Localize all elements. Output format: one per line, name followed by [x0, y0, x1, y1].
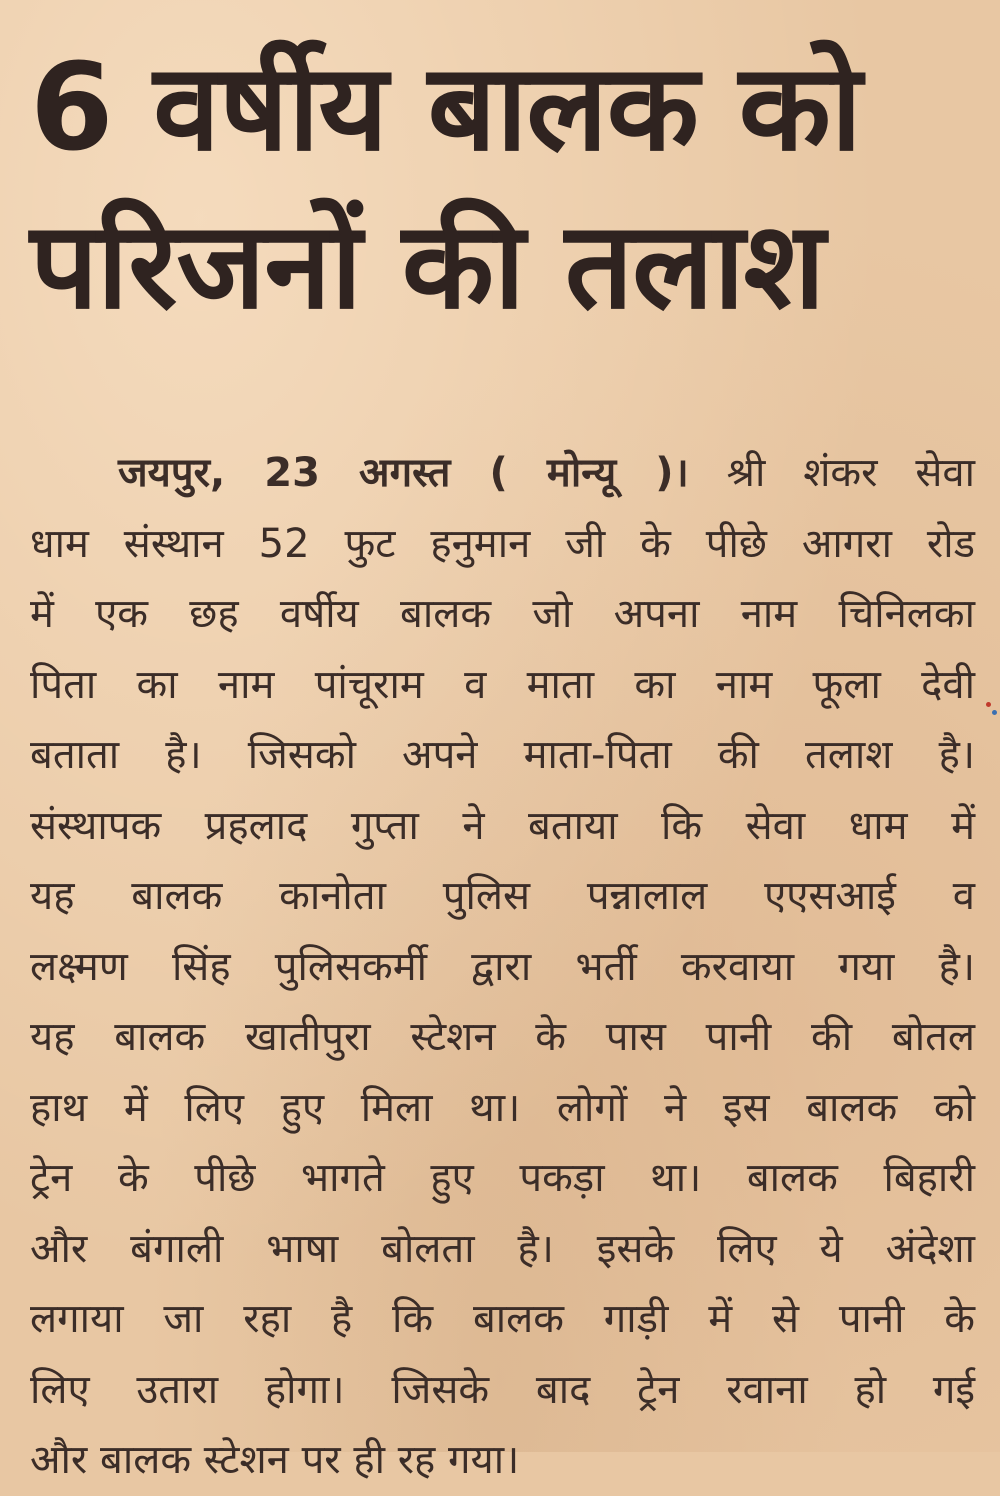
- article-body: [30, 438, 975, 1496]
- article-headline: [30, 30, 975, 346]
- body-line-8: लक्ष्मण सिंह पुलिसकर्मी द्वारा भर्ती करवाया गया है।: [30, 943, 975, 990]
- body-line-13: लगाया जा रहा है कि बालक गाड़ी में से पानी के: [30, 1296, 975, 1342]
- body-line-7: यह बालक कानोता पुलिस पन्नालाल एएसआई व: [30, 873, 975, 919]
- article-dateline: जयपुर, 23 अगस्त ( मोन्यू )।: [118, 450, 689, 496]
- body-line-2: धाम संस्थान 52 फुट हनुमान जी के पीछे आगरा रोड: [30, 520, 975, 567]
- ink-speck-blue: [992, 710, 997, 715]
- body-line-5: बताता है। जिसको अपने माता-पिता की तलाश है।: [30, 732, 975, 778]
- headline-line-1: 6 वर्षीय बालक को: [30, 39, 861, 178]
- body-line-3: में एक छह वर्षीय बालक जो अपना नाम चिनिलका: [30, 591, 975, 637]
- body-line-12: और बंगाली भाषा बोलता है। इसके लिए ये अंदेशा: [30, 1225, 975, 1272]
- ink-speck-red: [986, 702, 991, 707]
- body-line-6: संस्थापक प्रहलाद गुप्ता ने बताया कि सेवा धाम में: [30, 802, 975, 849]
- body-line-15: और बालक स्टेशन पर ही रह गया।: [30, 1437, 520, 1483]
- body-line-9: यह बालक खातीपुरा स्टेशन के पास पानी की बोतल: [30, 1014, 975, 1060]
- headline-line-2: परिजनों की तलाश: [30, 197, 825, 336]
- body-line-14: लिए उतारा होगा। जिसके बाद ट्रेन रवाना हो गई: [30, 1366, 975, 1413]
- body-line-11: ट्रेन के पीछे भागते हुए पकड़ा था। बालक बिहारी: [30, 1155, 975, 1201]
- body-line-10: हाथ में लिए हुए मिला था। लोगों ने इस बालक को: [30, 1084, 975, 1131]
- body-line-4: पिता का नाम पांचूराम व माता का नाम फूला देवी: [30, 661, 975, 708]
- body-line-1: [30, 438, 975, 509]
- body-line-1-text: श्री शंकर सेवा: [726, 450, 976, 496]
